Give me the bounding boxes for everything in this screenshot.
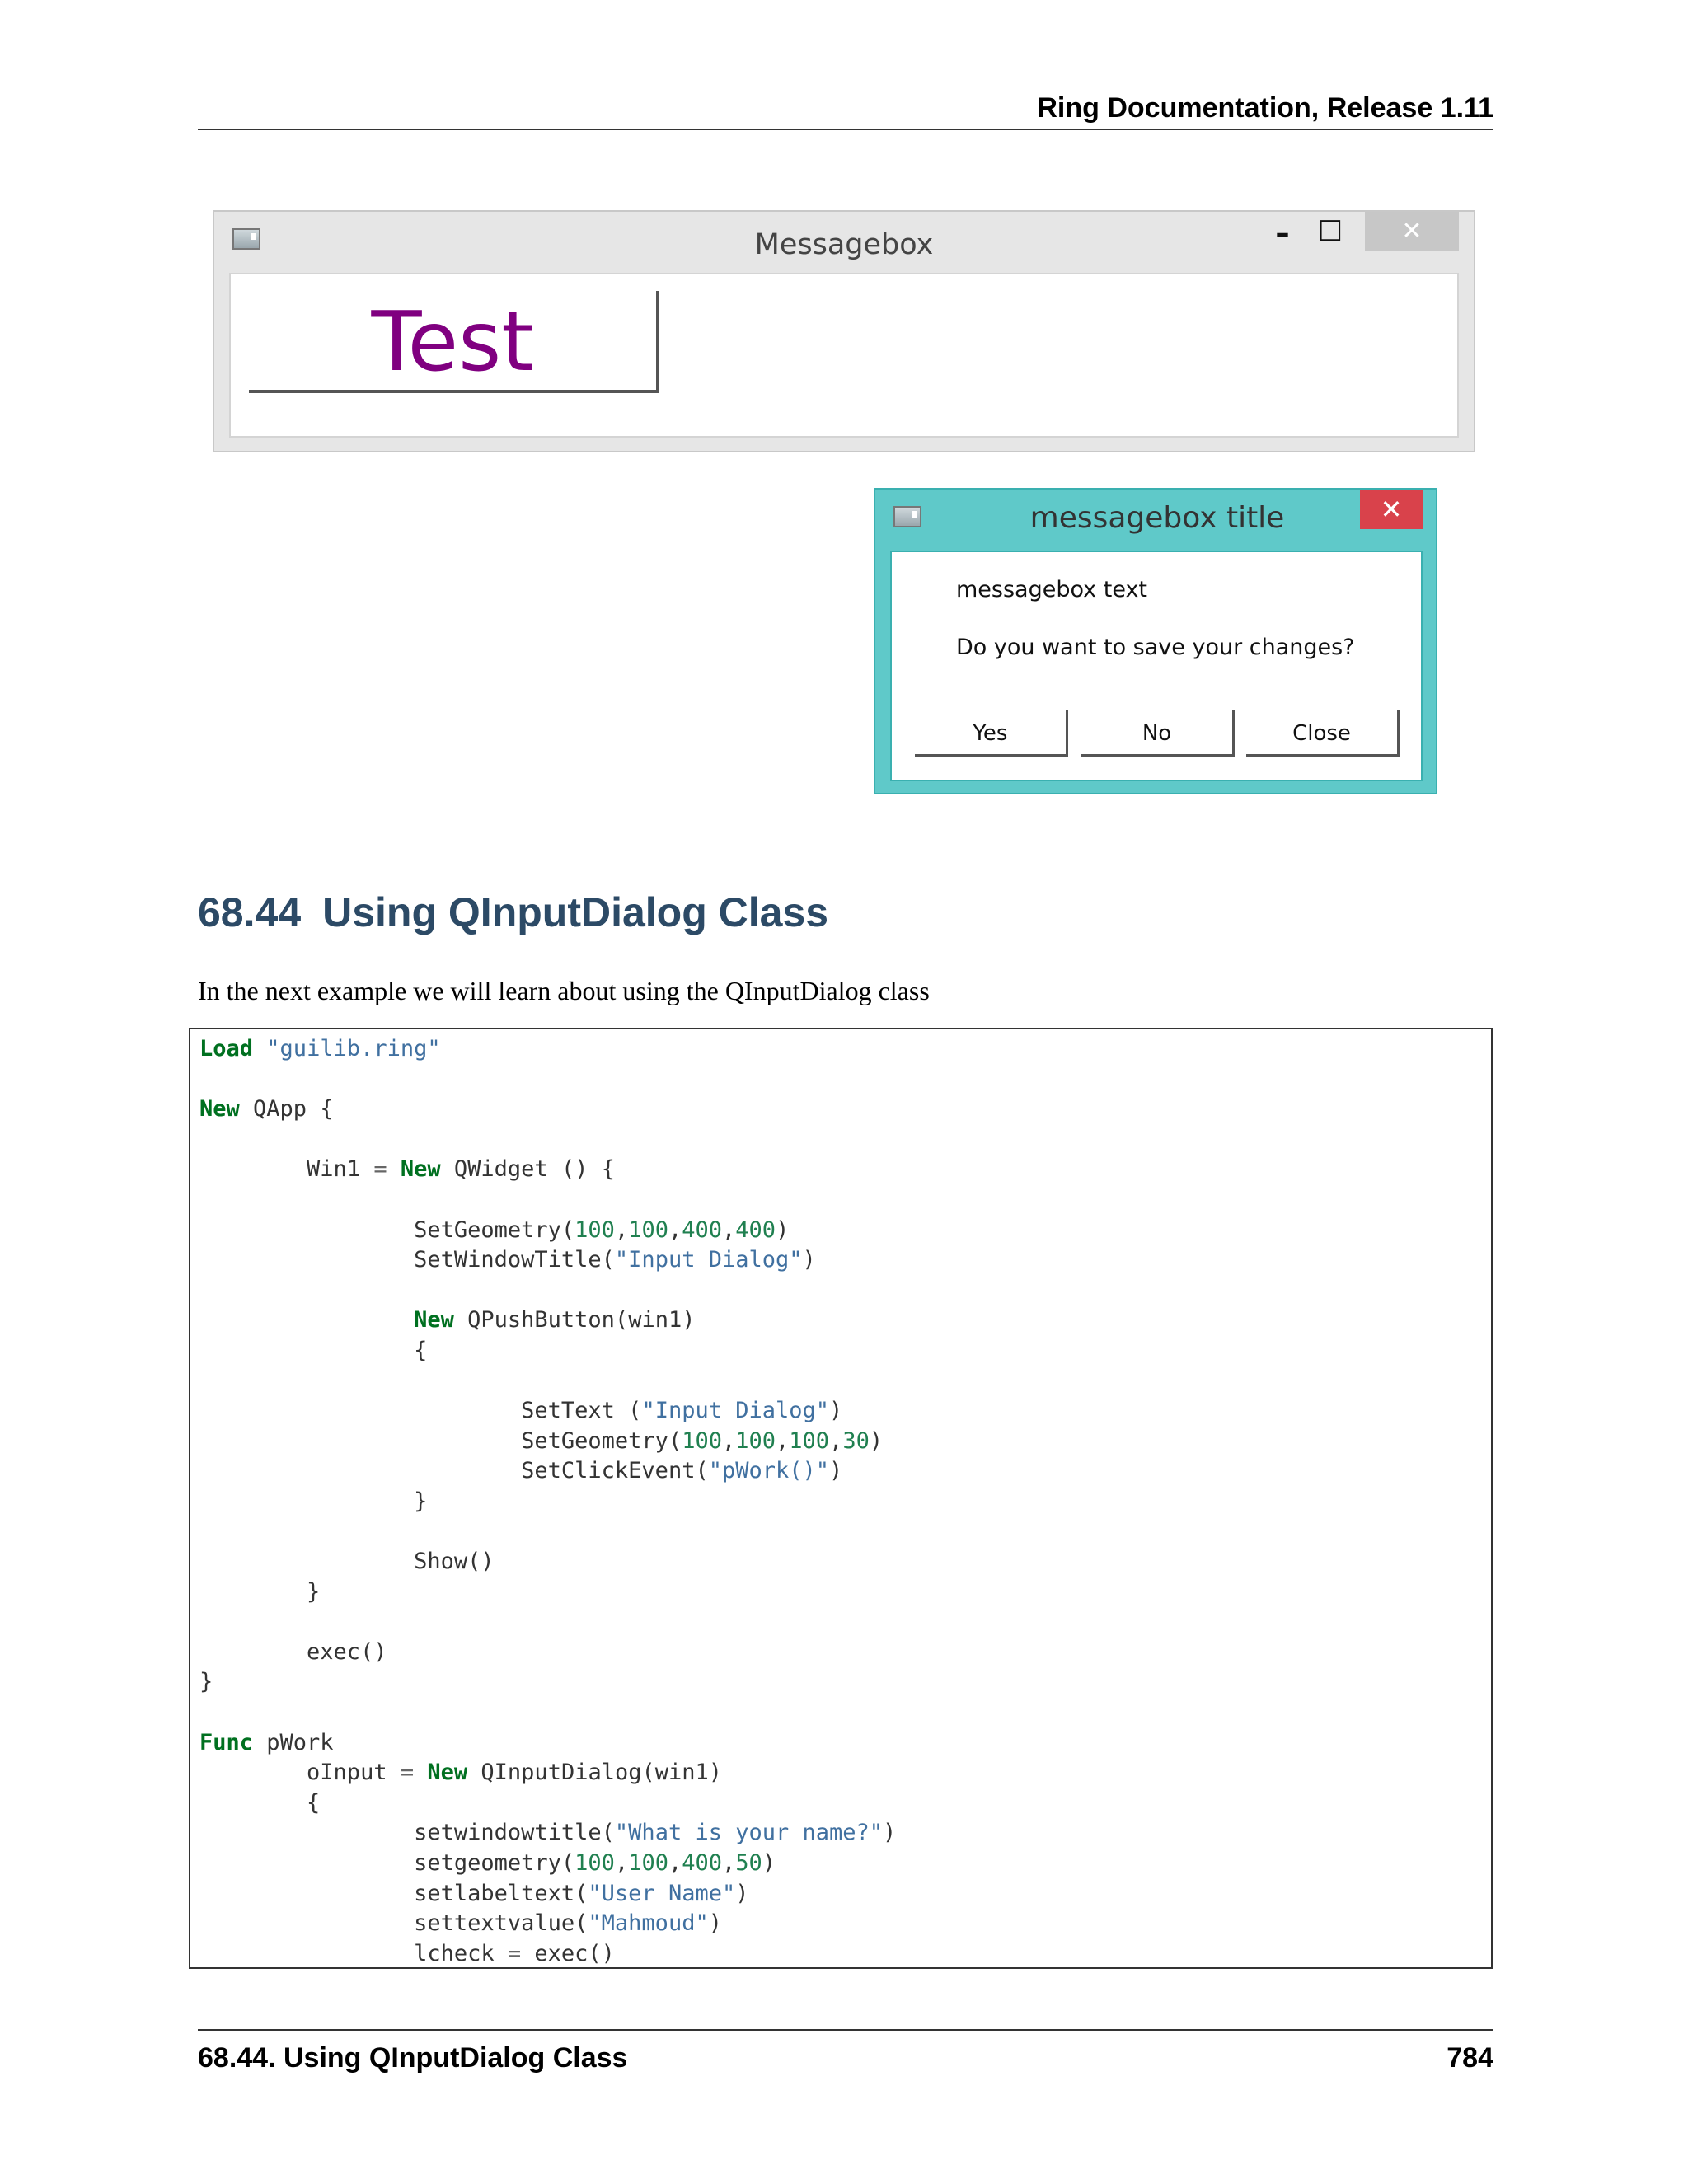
code-line: setwindowtitle("What is your name?") xyxy=(199,1820,897,1846)
code-line: Win1 = New QWidget () { xyxy=(199,1156,615,1183)
close-icon[interactable]: ✕ xyxy=(1360,490,1423,529)
minimize-icon[interactable]: – xyxy=(1275,217,1290,250)
informative-text: Do you want to save your changes? xyxy=(956,635,1355,660)
code-line xyxy=(199,1607,896,1638)
code-line: } xyxy=(199,1488,428,1514)
code-line: } xyxy=(199,1669,213,1695)
code-line: SetWindowTitle("Input Dialog") xyxy=(199,1247,816,1273)
code-line: { xyxy=(199,1789,321,1816)
messagebox-dialog xyxy=(874,488,1437,794)
code-line: oInput = New QInputDialog(win1) xyxy=(199,1760,723,1786)
yes-button[interactable]: Yes xyxy=(915,710,1068,757)
code-line: SetClickEvent("pWork()") xyxy=(199,1458,843,1484)
code-line: } xyxy=(199,1578,321,1605)
close-button[interactable]: Close xyxy=(1246,710,1400,757)
footer-rule xyxy=(198,2029,1493,2031)
code-line: SetGeometry(100,100,100,30) xyxy=(199,1427,884,1454)
code-line: exec() xyxy=(199,1638,387,1665)
code-block xyxy=(189,1028,1493,1969)
window-client-area xyxy=(229,273,1459,438)
no-button[interactable]: No xyxy=(1081,710,1235,757)
code-line xyxy=(199,1065,896,1095)
code-line: SetGeometry(100,100,400,400) xyxy=(199,1216,790,1243)
code-line: settextvalue("Mahmoud") xyxy=(199,1910,722,1937)
page-number: 784 xyxy=(1447,2042,1493,2074)
code-line: setgeometry(100,100,400,50) xyxy=(199,1850,776,1877)
messagebox-window xyxy=(213,210,1475,452)
code-line: Func pWork xyxy=(199,1729,334,1755)
maximize-icon[interactable]: ☐ xyxy=(1317,215,1343,248)
section-heading xyxy=(198,888,828,936)
running-head: Ring Documentation, Release 1.11 xyxy=(1037,92,1493,124)
section-title: Using QInputDialog Class xyxy=(322,889,829,935)
code-line: lcheck = exec() xyxy=(199,1940,615,1966)
code-line xyxy=(199,1276,896,1306)
code-line xyxy=(199,1125,896,1155)
dialog-title: messagebox title xyxy=(1029,501,1285,535)
code-line: SetText ("Input Dialog") xyxy=(199,1398,843,1424)
intro-paragraph: In the next example we will learn about using the QInputDialog class xyxy=(198,976,930,1005)
code-line: { xyxy=(199,1337,428,1363)
message-text: messagebox text xyxy=(956,577,1148,602)
footer-section-label: 68.44. Using QInputDialog Class xyxy=(198,2042,628,2074)
header-rule xyxy=(198,129,1493,130)
code-line xyxy=(199,1366,896,1397)
code-line: Show() xyxy=(199,1549,495,1575)
code-line xyxy=(199,1698,896,1728)
section-number: 68.44 xyxy=(198,889,302,935)
dialog-client-area xyxy=(890,551,1423,781)
window-title: Messagebox xyxy=(754,228,934,261)
code-line: New QApp { xyxy=(199,1096,334,1122)
code-line xyxy=(199,1517,896,1548)
close-icon[interactable]: ✕ xyxy=(1365,212,1459,251)
code-line xyxy=(199,1185,896,1216)
code-line: Load "guilib.ring" xyxy=(199,1036,441,1062)
code-line: setlabeltext("User Name") xyxy=(199,1880,749,1906)
code-listing xyxy=(199,1034,896,1969)
test-button[interactable]: Test xyxy=(249,291,659,393)
code-line: New QPushButton(win1) xyxy=(414,1307,696,1333)
